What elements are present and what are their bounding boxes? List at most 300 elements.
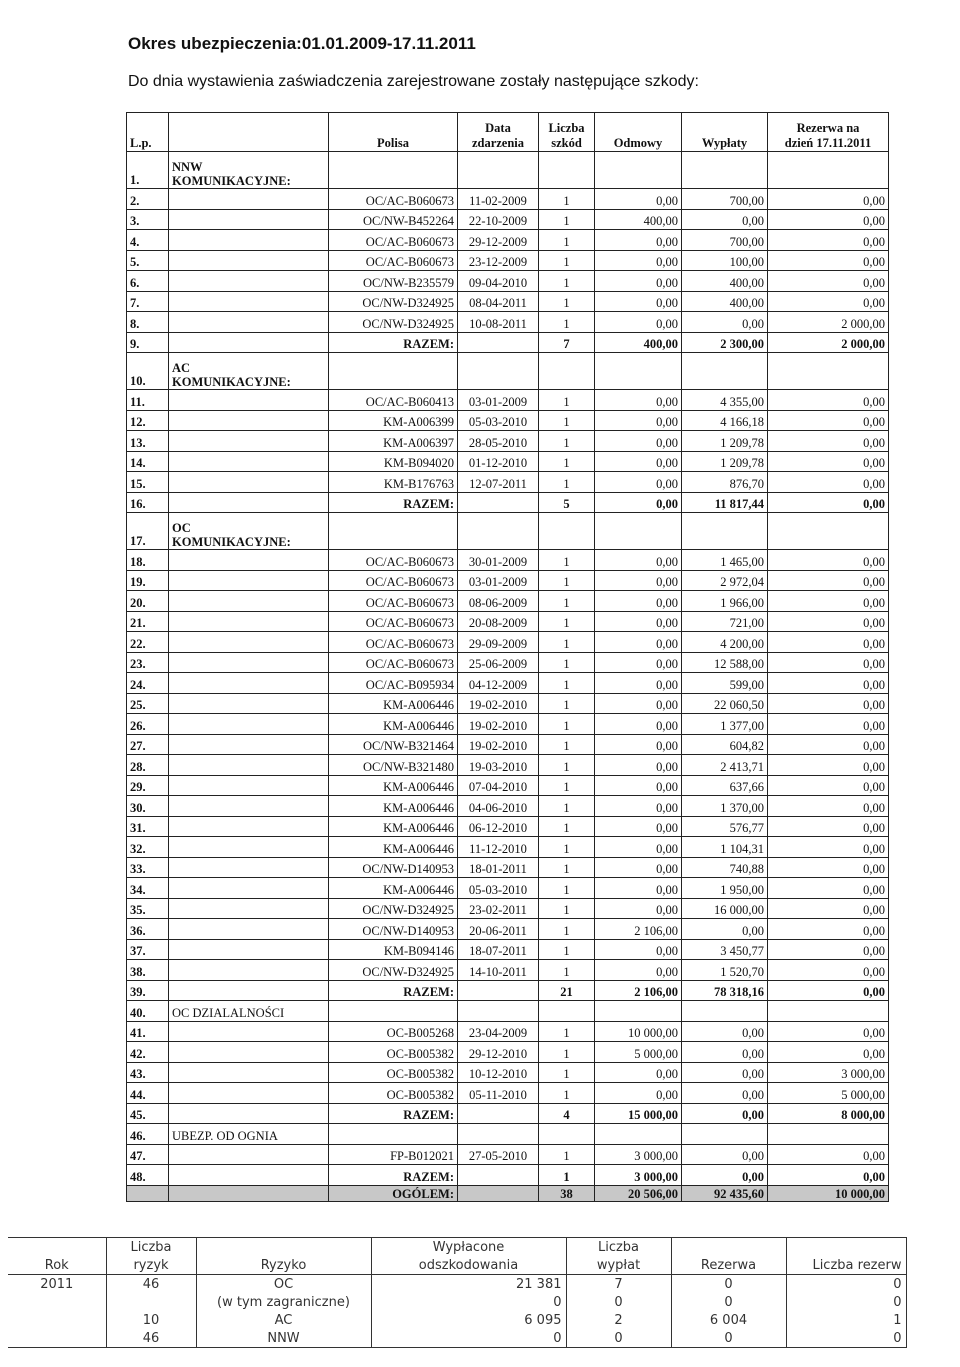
row-number: 15.	[127, 472, 169, 493]
empty-cell	[169, 734, 329, 755]
event-date: 29-12-2010	[458, 1042, 539, 1063]
policy-number: OC/AC-B060673	[329, 611, 458, 632]
payments-amount: 2 413,71	[682, 755, 768, 776]
empty-cell	[169, 410, 329, 431]
empty-cell	[169, 673, 329, 694]
subtotal-label: RAZEM:	[329, 1103, 458, 1124]
claim-count: 1	[539, 209, 595, 230]
refusals-amount: 0,00	[595, 451, 682, 472]
claims-header-row	[127, 113, 889, 152]
reserve-amount: 0,00	[768, 431, 889, 452]
claim-count: 1	[539, 1165, 595, 1186]
reserve-amount: 0,00	[768, 632, 889, 653]
empty-cell	[169, 898, 329, 919]
summary-risks-count: 46	[106, 1329, 196, 1348]
reserve-amount: 0,00	[768, 857, 889, 878]
empty-cell	[169, 1062, 329, 1083]
claim-count: 1	[539, 939, 595, 960]
summary-header-row-2	[8, 1256, 906, 1275]
payments-amount: 0,00	[682, 1083, 768, 1104]
empty-cell	[169, 857, 329, 878]
section-row	[127, 152, 889, 189]
refusals-amount: 0,00	[595, 611, 682, 632]
empty-cell	[169, 431, 329, 452]
summary-reserves-count: 1	[786, 1311, 906, 1329]
summary-header-reserves-count: Liczba rezerw	[786, 1256, 906, 1275]
summary-header-year: Rok	[8, 1256, 106, 1275]
reserve-amount: 3 000,00	[768, 1062, 889, 1083]
claim-count: 1	[539, 878, 595, 899]
event-date: 18-07-2011	[458, 939, 539, 960]
row-number: 48.	[127, 1165, 169, 1186]
refusals-amount: 15 000,00	[595, 1103, 682, 1124]
claim-count: 1	[539, 431, 595, 452]
event-date: 04-12-2009	[458, 673, 539, 694]
subtotal-row	[127, 332, 889, 353]
summary-year: 2011	[40, 1276, 74, 1292]
policy-number: OC/AC-B060673	[329, 632, 458, 653]
payments-amount: 0,00	[682, 1062, 768, 1083]
refusals-amount: 0,00	[595, 312, 682, 333]
row-number: 47.	[127, 1144, 169, 1165]
empty-cell	[768, 353, 889, 390]
policy-number: KM-B176763	[329, 472, 458, 493]
reserve-amount: 0,00	[768, 250, 889, 271]
policy-number: OC/NW-B321464	[329, 734, 458, 755]
table-row	[127, 611, 889, 632]
table-row	[127, 939, 889, 960]
reserve-amount: 0,00	[768, 898, 889, 919]
empty-cell	[169, 492, 329, 513]
summary-paid: 0	[371, 1329, 566, 1348]
empty-cell	[458, 152, 539, 189]
empty-cell	[458, 1165, 539, 1186]
payments-amount: 1 520,70	[682, 960, 768, 981]
refusals-amount: 0,00	[595, 734, 682, 755]
row-number: 22.	[127, 632, 169, 653]
row-number: 23.	[127, 652, 169, 673]
reserve-amount: 0,00	[768, 291, 889, 312]
policy-number: KM-A006446	[329, 816, 458, 837]
table-row	[127, 652, 889, 673]
payments-amount: 100,00	[682, 250, 768, 271]
refusals-amount: 0,00	[595, 673, 682, 694]
claim-count: 1	[539, 693, 595, 714]
summary-year	[8, 1329, 106, 1348]
row-number: 24.	[127, 673, 169, 694]
section-row	[127, 353, 889, 390]
policy-number: OC/AC-B060673	[329, 570, 458, 591]
claim-count: 1	[539, 816, 595, 837]
row-number: 5.	[127, 250, 169, 271]
col-header-reserve: Rezerwa na dzień 17.11.2011	[768, 113, 889, 152]
table-row	[127, 898, 889, 919]
policy-number: OC/NW-B452264	[329, 209, 458, 230]
payments-amount: 22 060,50	[682, 693, 768, 714]
summary-reserve: 0	[671, 1275, 786, 1294]
payments-amount: 700,00	[682, 230, 768, 251]
claims-table	[126, 112, 889, 1202]
policy-number: KM-A006446	[329, 693, 458, 714]
table-row	[127, 816, 889, 837]
summary-row	[8, 1329, 906, 1348]
event-date: 18-01-2011	[458, 857, 539, 878]
refusals-amount: 0,00	[595, 550, 682, 571]
table-row	[127, 591, 889, 612]
payments-amount: 0,00	[682, 209, 768, 230]
policy-number: KM-B094146	[329, 939, 458, 960]
row-number: 37.	[127, 939, 169, 960]
empty-cell	[169, 451, 329, 472]
row-number: 28.	[127, 755, 169, 776]
category-label-line: KOMUNIKACYJNE:	[172, 375, 291, 389]
table-row	[127, 837, 889, 858]
event-date: 29-12-2009	[458, 230, 539, 251]
empty-cell	[539, 1001, 595, 1022]
table-row	[127, 673, 889, 694]
event-date: 19-02-2010	[458, 714, 539, 735]
refusals-amount: 0,00	[595, 857, 682, 878]
summary-year	[8, 1293, 106, 1311]
refusals-amount: 0,00	[595, 898, 682, 919]
summary-reserves-count: 0	[786, 1275, 906, 1294]
payments-amount: 0,00	[682, 1021, 768, 1042]
reserve-amount: 0,00	[768, 390, 889, 411]
payments-amount: 1 104,31	[682, 837, 768, 858]
refusals-amount: 0,00	[595, 693, 682, 714]
refusals-amount: 0,00	[595, 816, 682, 837]
claim-count: 1	[539, 632, 595, 653]
grand-total-refusals: 20 506,00	[595, 1185, 682, 1201]
row-number: 32.	[127, 837, 169, 858]
row-number: 30.	[127, 796, 169, 817]
refusals-amount: 5 000,00	[595, 1042, 682, 1063]
empty-cell	[458, 492, 539, 513]
empty-cell	[458, 353, 539, 390]
payments-amount: 400,00	[682, 291, 768, 312]
col-header-count: Liczba szkód	[539, 113, 595, 152]
reserve-amount: 2 000,00	[768, 332, 889, 353]
table-row	[127, 857, 889, 878]
payments-amount: 0,00	[682, 1042, 768, 1063]
empty-cell	[169, 1021, 329, 1042]
event-date: 11-02-2009	[458, 189, 539, 210]
refusals-amount: 0,00	[595, 878, 682, 899]
claim-count: 1	[539, 550, 595, 571]
refusals-amount: 3 000,00	[595, 1144, 682, 1165]
row-number: 1.	[127, 152, 169, 189]
empty-cell	[169, 632, 329, 653]
insurance-period-heading: Okres ubezpieczenia:01.01.2009-17.11.2011	[128, 34, 476, 53]
event-date: 10-12-2010	[458, 1062, 539, 1083]
event-date: 12-07-2011	[458, 472, 539, 493]
empty-cell	[169, 960, 329, 981]
reserve-amount: 0,00	[768, 816, 889, 837]
table-row	[127, 796, 889, 817]
summary-paid: 0	[371, 1293, 566, 1311]
reserve-amount: 0,00	[768, 570, 889, 591]
claim-count: 1	[539, 919, 595, 940]
empty-cell	[329, 353, 458, 390]
summary-risk: OC	[196, 1275, 371, 1294]
reserve-amount: 0,00	[768, 693, 889, 714]
payments-amount: 1 377,00	[682, 714, 768, 735]
row-number: 36.	[127, 919, 169, 940]
payments-amount: 78 318,16	[682, 980, 768, 1001]
summary-body	[8, 1275, 906, 1348]
claim-count: 1	[539, 734, 595, 755]
event-date: 08-06-2009	[458, 591, 539, 612]
event-date: 23-04-2009	[458, 1021, 539, 1042]
policy-number: OC/NW-B235579	[329, 271, 458, 292]
empty-cell	[169, 919, 329, 940]
empty-cell	[169, 1103, 329, 1124]
row-number: 33.	[127, 857, 169, 878]
empty-cell	[539, 513, 595, 550]
col-header-policy: Polisa	[329, 113, 458, 152]
policy-number: OC/AC-B060673	[329, 652, 458, 673]
row-number: 17.	[127, 513, 169, 550]
claim-count: 1	[539, 837, 595, 858]
empty-cell	[169, 1144, 329, 1165]
summary-header-risks-count-2: ryzyk	[106, 1256, 196, 1275]
summary-table	[8, 1237, 907, 1348]
subtotal-row	[127, 1165, 889, 1186]
empty-cell	[169, 693, 329, 714]
payments-amount: 1 465,00	[682, 550, 768, 571]
category-label	[169, 1124, 329, 1145]
claim-count: 1	[539, 472, 595, 493]
table-row	[127, 230, 889, 251]
summary-risk: AC	[196, 1311, 371, 1329]
empty-cell	[458, 1124, 539, 1145]
summary-paid: 21 381	[371, 1275, 566, 1294]
empty-cell	[169, 189, 329, 210]
table-row	[127, 714, 889, 735]
empty-cell	[169, 390, 329, 411]
event-date: 22-10-2009	[458, 209, 539, 230]
claim-count: 1	[539, 1042, 595, 1063]
summary-risk: (w tym zagraniczne)	[196, 1293, 371, 1311]
reserve-amount: 8 000,00	[768, 1103, 889, 1124]
payments-amount: 3 450,77	[682, 939, 768, 960]
empty-cell	[169, 837, 329, 858]
empty-cell	[169, 1165, 329, 1186]
reserve-amount: 0,00	[768, 1021, 889, 1042]
row-number: 44.	[127, 1083, 169, 1104]
event-date: 30-01-2009	[458, 550, 539, 571]
event-date: 27-05-2010	[458, 1144, 539, 1165]
reserve-amount: 0,00	[768, 451, 889, 472]
category-label	[169, 1001, 329, 1022]
policy-number: OC/AC-B060673	[329, 550, 458, 571]
event-date: 05-11-2010	[458, 1083, 539, 1104]
policy-number: KM-A006397	[329, 431, 458, 452]
empty-cell	[169, 312, 329, 333]
table-row	[127, 570, 889, 591]
payments-amount: 700,00	[682, 189, 768, 210]
reserve-amount: 0,00	[768, 980, 889, 1001]
category-label-line: OC	[172, 521, 191, 535]
refusals-amount: 0,00	[595, 410, 682, 431]
table-row	[127, 209, 889, 230]
summary-header-row-1	[8, 1238, 906, 1257]
summary-reserves-count: 0	[786, 1329, 906, 1348]
payments-amount: 0,00	[682, 919, 768, 940]
table-row	[127, 1042, 889, 1063]
payments-amount: 721,00	[682, 611, 768, 632]
row-number: 45.	[127, 1103, 169, 1124]
empty-cell	[169, 755, 329, 776]
reserve-amount: 0,00	[768, 919, 889, 940]
empty-cell	[458, 513, 539, 550]
empty-cell	[169, 230, 329, 251]
row-number: 13.	[127, 431, 169, 452]
payments-amount: 4 166,18	[682, 410, 768, 431]
row-number: 3.	[127, 209, 169, 230]
empty-cell	[682, 353, 768, 390]
reserve-amount: 0,00	[768, 775, 889, 796]
policy-number: OC/AC-B060673	[329, 250, 458, 271]
empty-cell	[682, 152, 768, 189]
row-number: 8.	[127, 312, 169, 333]
refusals-amount: 0,00	[595, 960, 682, 981]
col-header-refusals: Odmowy	[595, 113, 682, 152]
row-number: 31.	[127, 816, 169, 837]
refusals-amount: 0,00	[595, 939, 682, 960]
event-date: 20-08-2009	[458, 611, 539, 632]
reserve-amount: 0,00	[768, 1165, 889, 1186]
table-row	[127, 960, 889, 981]
claim-count: 4	[539, 1103, 595, 1124]
payments-amount: 0,00	[682, 1103, 768, 1124]
empty-cell	[595, 152, 682, 189]
event-date: 08-04-2011	[458, 291, 539, 312]
event-date: 11-12-2010	[458, 837, 539, 858]
empty-cell	[169, 652, 329, 673]
claim-count: 1	[539, 390, 595, 411]
reserve-amount: 0,00	[768, 1042, 889, 1063]
claim-count: 1	[539, 312, 595, 333]
category-label-line: OC DZIALALNOŚCI	[172, 1005, 285, 1020]
refusals-amount: 0,00	[595, 570, 682, 591]
empty-cell	[595, 1124, 682, 1145]
summary-risks-count: 10	[106, 1311, 196, 1329]
empty-cell	[169, 550, 329, 571]
reserve-amount: 0,00	[768, 550, 889, 571]
row-number: 25.	[127, 693, 169, 714]
summary-header-reserves: Rezerwa	[671, 1256, 786, 1275]
intro-text: Do dnia wystawienia zaświadczenia zarejestrowane zostały następujące szkody:	[128, 73, 699, 90]
category-label-line: AC	[172, 361, 191, 375]
refusals-amount: 0,00	[595, 652, 682, 673]
col-header-payments: Wypłaty	[682, 113, 768, 152]
payments-amount: 1 370,00	[682, 796, 768, 817]
subtotal-row	[127, 980, 889, 1001]
row-number: 42.	[127, 1042, 169, 1063]
subtotal-row	[127, 492, 889, 513]
empty-cell	[329, 152, 458, 189]
empty-cell	[682, 1124, 768, 1145]
section-row	[127, 1001, 889, 1022]
claim-count: 1	[539, 250, 595, 271]
reserve-amount: 0,00	[768, 230, 889, 251]
policy-number: OC/AC-B060413	[329, 390, 458, 411]
table-row	[127, 431, 889, 452]
grand-total-label: OGÓLEM:	[329, 1185, 458, 1201]
subtotal-label: RAZEM:	[329, 492, 458, 513]
table-row	[127, 1083, 889, 1104]
summary-header-risks-count-1: Liczba	[106, 1238, 196, 1257]
empty-cell	[169, 611, 329, 632]
empty-cell	[768, 1124, 889, 1145]
claim-count: 1	[539, 1144, 595, 1165]
refusals-amount: 0,00	[595, 775, 682, 796]
event-date: 03-01-2009	[458, 570, 539, 591]
payments-amount: 740,88	[682, 857, 768, 878]
summary-reserve: 0	[671, 1293, 786, 1311]
payments-amount: 16 000,00	[682, 898, 768, 919]
payments-amount: 599,00	[682, 673, 768, 694]
col-header-lp: L.p.	[127, 113, 169, 152]
claim-count: 1	[539, 673, 595, 694]
payments-amount: 11 817,44	[682, 492, 768, 513]
refusals-amount: 400,00	[595, 332, 682, 353]
refusals-amount: 0,00	[595, 632, 682, 653]
reserve-amount: 0,00	[768, 796, 889, 817]
table-row	[127, 632, 889, 653]
row-number: 2.	[127, 189, 169, 210]
row-number: 21.	[127, 611, 169, 632]
grand-total-reserve: 10 000,00	[768, 1185, 889, 1201]
claim-count: 1	[539, 271, 595, 292]
row-number: 39.	[127, 980, 169, 1001]
refusals-amount: 3 000,00	[595, 1165, 682, 1186]
claim-count: 1	[539, 1083, 595, 1104]
table-row	[127, 878, 889, 899]
category-label	[169, 513, 329, 550]
claim-count: 1	[539, 570, 595, 591]
empty-cell	[458, 1103, 539, 1124]
empty-cell	[169, 775, 329, 796]
summary-row	[8, 1311, 906, 1329]
claim-count: 1	[539, 714, 595, 735]
event-date: 10-08-2011	[458, 312, 539, 333]
row-number: 38.	[127, 960, 169, 981]
empty-cell	[169, 878, 329, 899]
table-row	[127, 775, 889, 796]
refusals-amount: 10 000,00	[595, 1021, 682, 1042]
claim-count: 1	[539, 1021, 595, 1042]
refusals-amount: 400,00	[595, 209, 682, 230]
event-date: 14-10-2011	[458, 960, 539, 981]
event-date: 05-03-2010	[458, 878, 539, 899]
payments-amount: 1 950,00	[682, 878, 768, 899]
event-date: 09-04-2010	[458, 271, 539, 292]
empty-cell	[169, 796, 329, 817]
refusals-amount: 0,00	[595, 837, 682, 858]
policy-number: KM-B094020	[329, 451, 458, 472]
table-row	[127, 1144, 889, 1165]
empty-cell	[329, 1001, 458, 1022]
empty-cell	[169, 714, 329, 735]
policy-number: OC-B005268	[329, 1021, 458, 1042]
claim-count: 1	[539, 652, 595, 673]
summary-paid: 6 095	[371, 1311, 566, 1329]
row-number: 16.	[127, 492, 169, 513]
reserve-amount: 0,00	[768, 939, 889, 960]
policy-number: OC-B005382	[329, 1042, 458, 1063]
